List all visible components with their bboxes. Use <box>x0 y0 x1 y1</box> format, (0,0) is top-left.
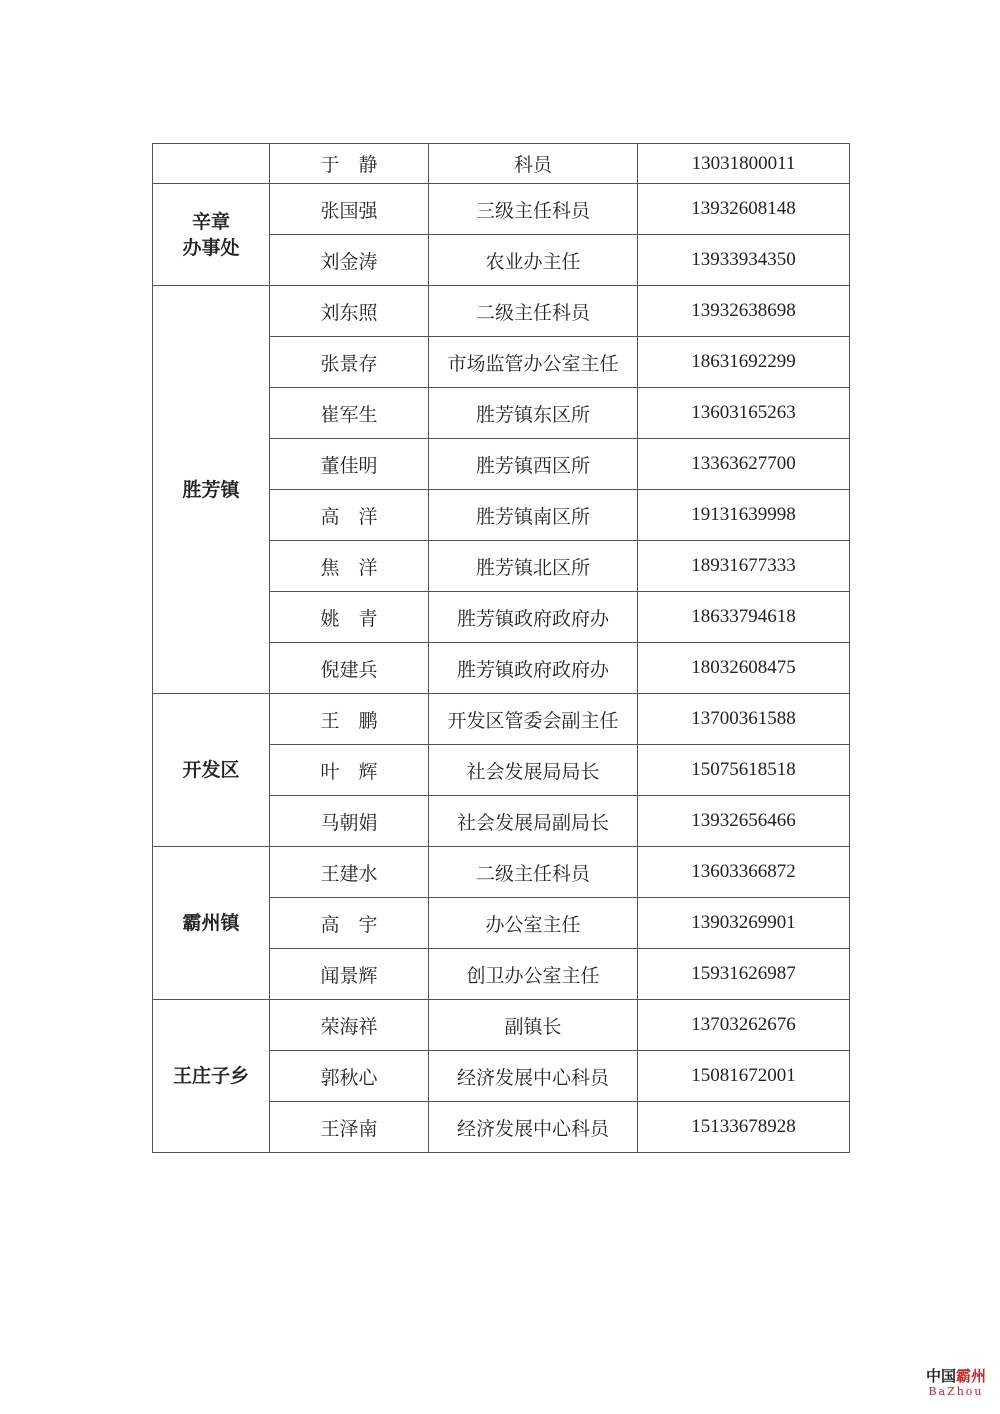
unit-cell <box>153 694 270 847</box>
name-cell: 高 洋 <box>270 490 429 541</box>
name-cell: 倪建兵 <box>270 643 429 694</box>
unit-name-line: 霸州镇 <box>182 912 240 934</box>
phone-cell: 13700361588 <box>638 694 850 745</box>
name-cell: 闻景辉 <box>270 949 429 1000</box>
position-cell: 农业办主任 <box>429 235 638 286</box>
name-cell: 焦 洋 <box>270 541 429 592</box>
phone-cell: 18633794618 <box>638 592 850 643</box>
contact-table-body <box>153 144 850 1153</box>
name-cell: 王泽南 <box>270 1102 429 1153</box>
position-cell: 三级主任科员 <box>429 184 638 235</box>
position-cell: 胜芳镇南区所 <box>429 490 638 541</box>
phone-cell: 18032608475 <box>638 643 850 694</box>
position-cell: 胜芳镇西区所 <box>429 439 638 490</box>
phone-cell: 19131639998 <box>638 490 850 541</box>
table-row <box>153 286 850 337</box>
phone-cell: 18631692299 <box>638 337 850 388</box>
phone-cell: 13903269901 <box>638 898 850 949</box>
unit-cell <box>153 1000 270 1153</box>
phone-cell: 13603366872 <box>638 847 850 898</box>
phone-cell: 13932638698 <box>638 286 850 337</box>
unit-name-line: 开发区 <box>182 759 240 781</box>
name-cell: 崔军生 <box>270 388 429 439</box>
phone-cell: 15075618518 <box>638 745 850 796</box>
phone-cell: 15133678928 <box>638 1102 850 1153</box>
position-cell: 创卫办公室主任 <box>429 949 638 1000</box>
unit-name-line: 胜芳镇 <box>182 478 240 501</box>
name-cell: 姚 青 <box>270 592 429 643</box>
table-row <box>153 694 850 745</box>
watermark-logo <box>926 1367 986 1398</box>
position-cell: 社会发展局局长 <box>429 745 638 796</box>
table-row <box>153 1000 850 1051</box>
position-cell: 社会发展局副局长 <box>429 796 638 847</box>
phone-cell: 13603165263 <box>638 388 850 439</box>
unit-cell <box>153 144 270 184</box>
position-cell: 二级主任科员 <box>429 847 638 898</box>
phone-cell: 13703262676 <box>638 1000 850 1051</box>
position-cell: 经济发展中心科员 <box>429 1102 638 1153</box>
table-row <box>153 184 850 235</box>
name-cell: 荣海祥 <box>270 1000 429 1051</box>
phone-cell: 15081672001 <box>638 1051 850 1102</box>
contact-table <box>152 143 850 1153</box>
phone-cell: 13933934350 <box>638 235 850 286</box>
name-cell: 刘东照 <box>270 286 429 337</box>
table-row <box>153 144 850 184</box>
unit-name-line: 辛章 <box>191 210 230 233</box>
unit-cell <box>153 184 270 286</box>
contact-table-container <box>152 143 849 1153</box>
name-cell: 于 静 <box>270 144 429 184</box>
watermark-chinese <box>926 1367 986 1385</box>
position-cell: 胜芳镇北区所 <box>429 541 638 592</box>
position-cell: 胜芳镇东区所 <box>429 388 638 439</box>
name-cell: 王 鹏 <box>270 694 429 745</box>
name-cell: 叶 辉 <box>270 745 429 796</box>
unit-cell <box>153 286 270 694</box>
position-cell: 胜芳镇政府政府办 <box>429 592 638 643</box>
name-cell: 刘金涛 <box>270 235 429 286</box>
position-cell: 经济发展中心科员 <box>429 1051 638 1102</box>
unit-name-line: 办事处 <box>182 236 240 259</box>
position-cell: 副镇长 <box>429 1000 638 1051</box>
name-cell: 张国强 <box>270 184 429 235</box>
position-cell: 胜芳镇政府政府办 <box>429 643 638 694</box>
name-cell: 董佳明 <box>270 439 429 490</box>
phone-cell: 13932656466 <box>638 796 850 847</box>
position-cell: 二级主任科员 <box>429 286 638 337</box>
name-cell: 高 宇 <box>270 898 429 949</box>
position-cell: 办公室主任 <box>429 898 638 949</box>
phone-cell: 13932608148 <box>638 184 850 235</box>
watermark-zh-part2: 霸州 <box>955 1367 986 1385</box>
watermark-zh-part1: 中国 <box>925 1367 956 1385</box>
position-cell: 开发区管委会副主任 <box>429 694 638 745</box>
phone-cell: 13363627700 <box>638 439 850 490</box>
phone-cell: 15931626987 <box>638 949 850 1000</box>
unit-name-line: 王庄子乡 <box>172 1065 249 1087</box>
phone-cell: 18931677333 <box>638 541 850 592</box>
unit-cell <box>153 847 270 1000</box>
phone-cell: 13031800011 <box>638 144 850 184</box>
table-row <box>153 847 850 898</box>
position-cell: 市场监管办公室主任 <box>429 337 638 388</box>
name-cell: 郭秋心 <box>270 1051 429 1102</box>
name-cell: 马朝娟 <box>270 796 429 847</box>
position-cell: 科员 <box>429 144 638 184</box>
watermark-english: BaZhou <box>928 1385 984 1398</box>
name-cell: 张景存 <box>270 337 429 388</box>
name-cell: 王建水 <box>270 847 429 898</box>
